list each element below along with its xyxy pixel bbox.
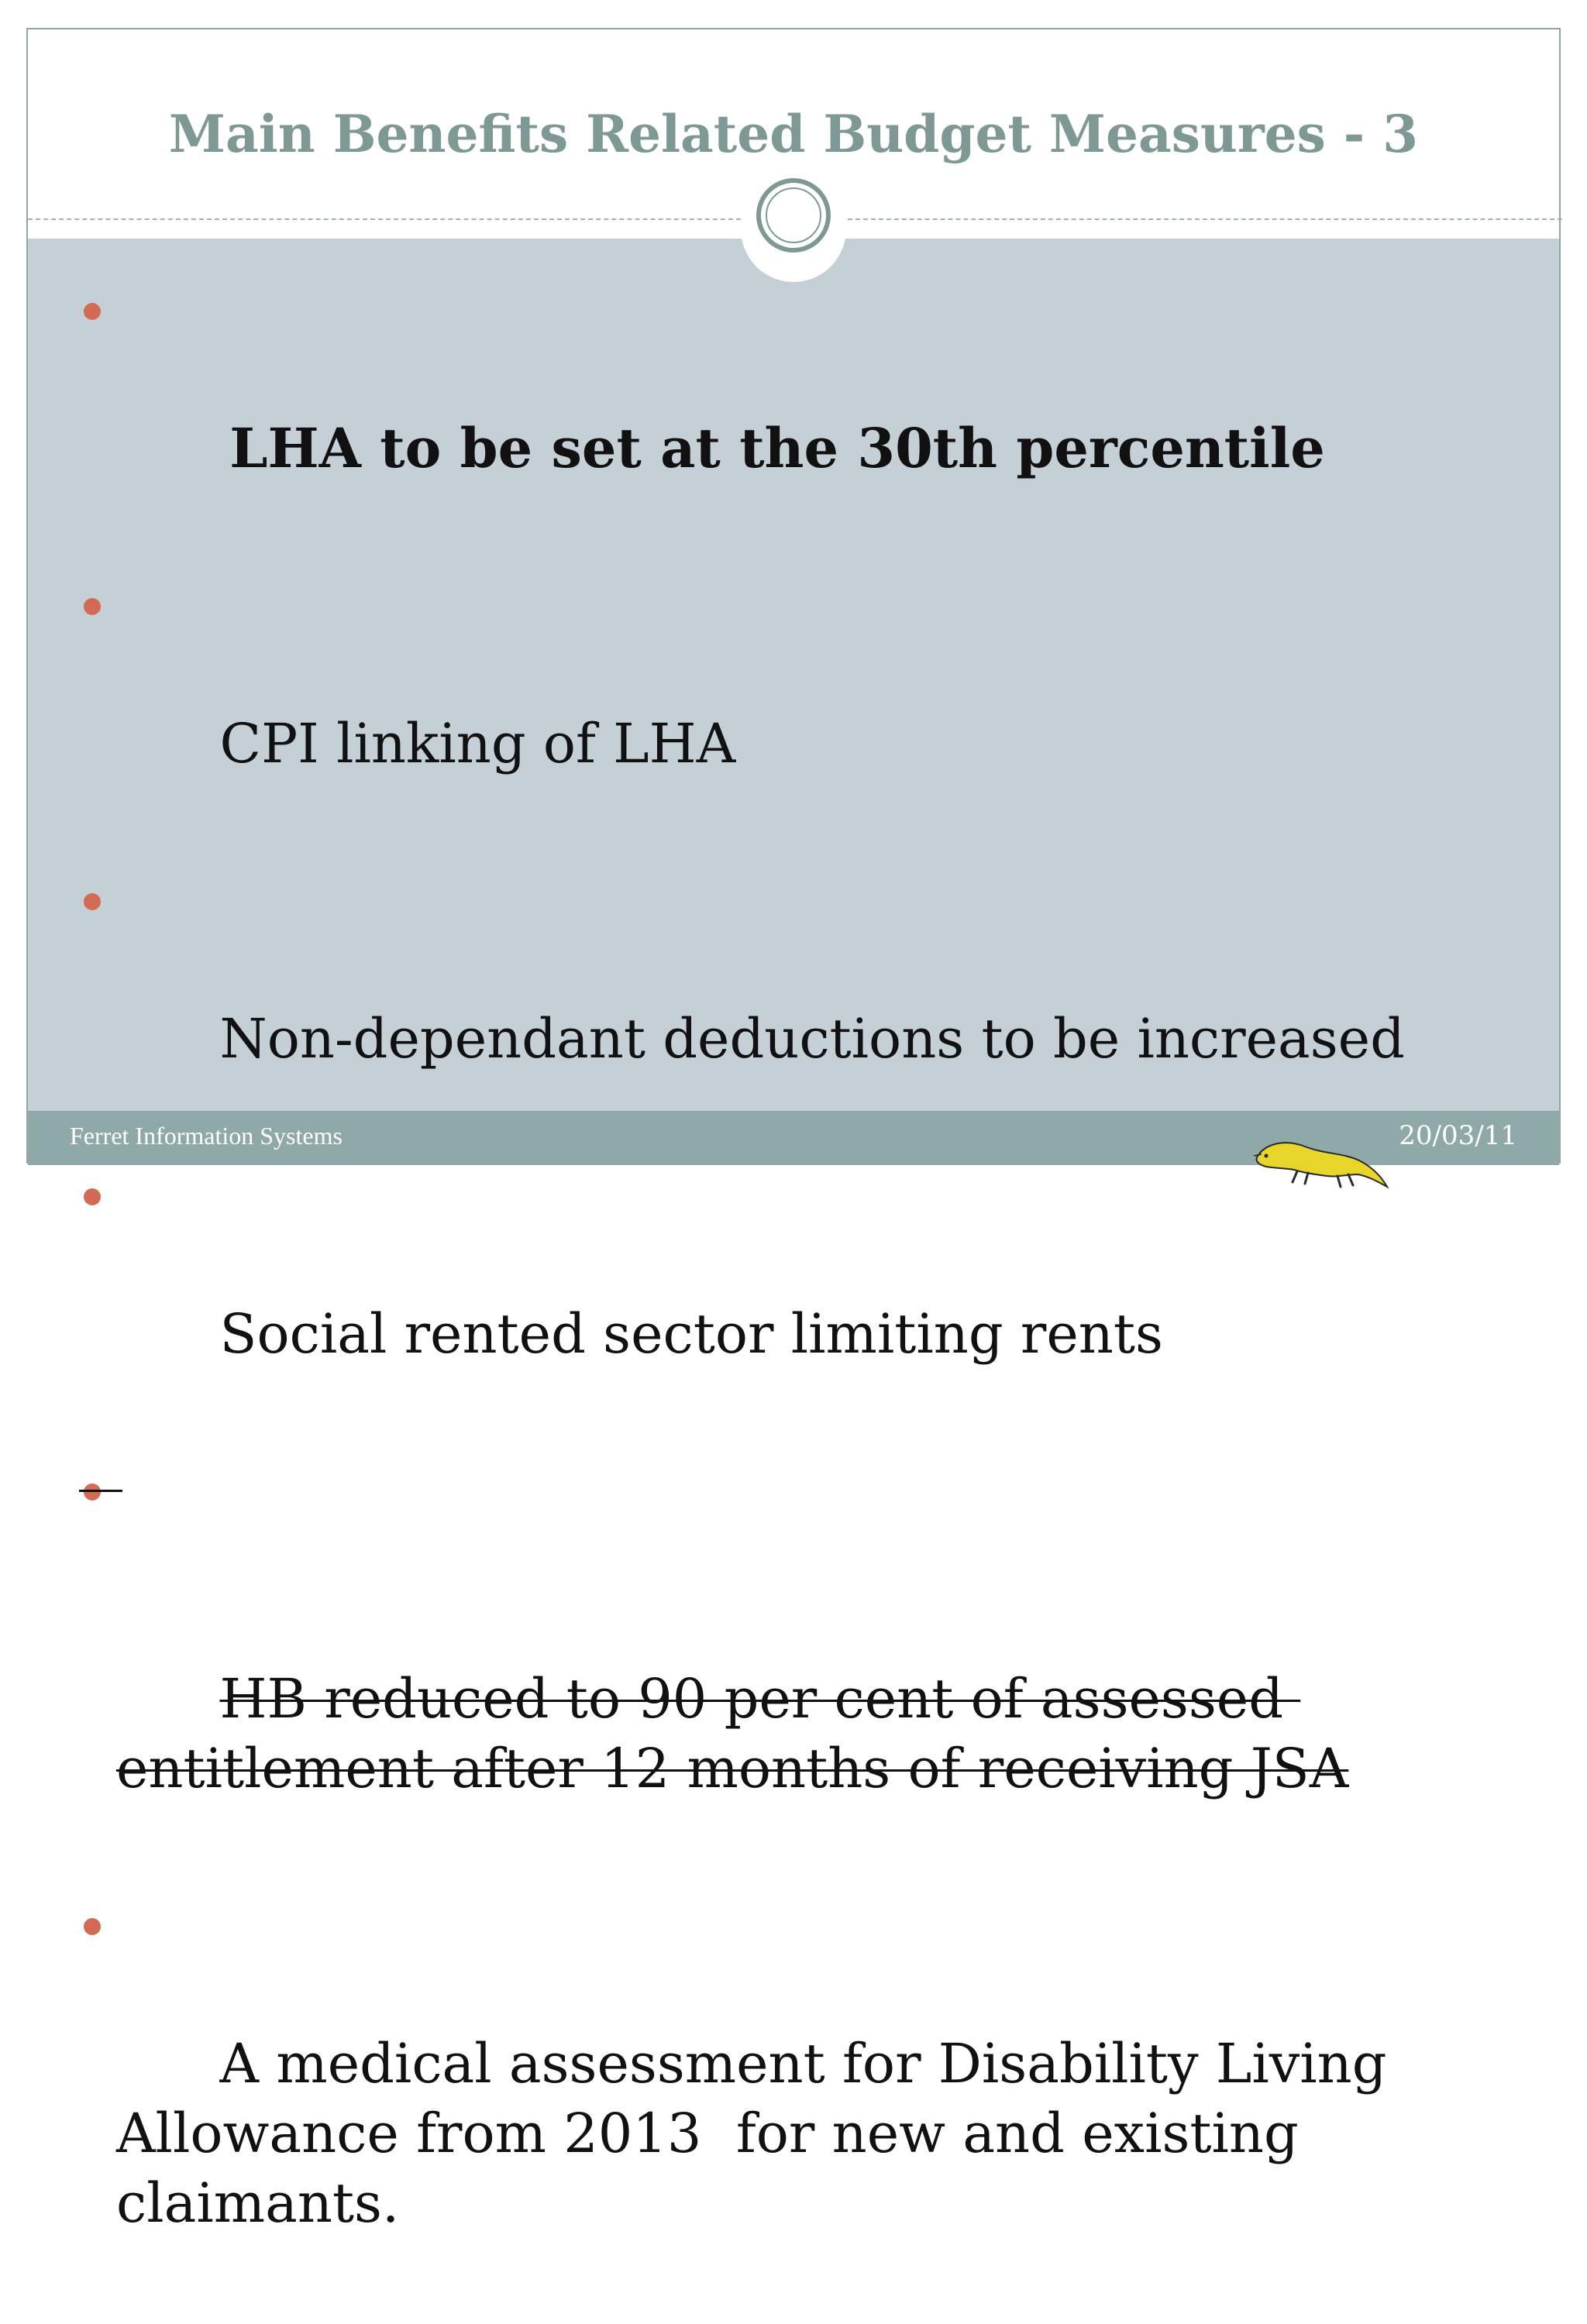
- bullet-text: Social rented sector limiting rents: [219, 1302, 1163, 1366]
- title-divider-left: [28, 218, 741, 220]
- bullet-dot-icon: [84, 1483, 101, 1501]
- bullet-text: A medical assessment for Disability Living Allowance from 2013 for new and existing claimants.: [116, 2032, 1404, 2235]
- bullet-text: CPI linking of LHA: [219, 712, 736, 775]
- bullet-item-lha-30th-percentile: [116, 274, 1558, 553]
- bullet-dot-icon: [84, 1918, 101, 1935]
- bullet-item-hb-reduced-struck: [116, 1455, 1558, 1873]
- bullet-text: Non-dependant deductions to be increased: [219, 1007, 1405, 1071]
- bullet-dot-icon: [84, 598, 101, 615]
- slide-title: Main Benefits Related Budget Measures - 3: [168, 104, 1419, 164]
- bullet-item-cpi-linking: [116, 569, 1558, 848]
- title-divider-right: [848, 218, 1562, 220]
- bullet-dot-icon: [84, 1188, 101, 1205]
- bullet-item-social-rented-sector: [116, 1160, 1558, 1439]
- bullet-dot-icon: [84, 893, 101, 910]
- bullet-text: LHA to be set at the 30th percentile: [229, 416, 1325, 480]
- divider-circle-icon: [756, 178, 831, 253]
- bullet-item-non-dependant-deductions: [116, 865, 1558, 1143]
- strikethrough-mark: [79, 1490, 122, 1492]
- slide: [26, 28, 1561, 2235]
- bullet-dot-icon: [84, 303, 101, 320]
- ferret-logo-icon: [1251, 1126, 1390, 1190]
- bullet-item-medical-assessment-dla: [116, 1889, 1558, 2308]
- bullet-list: [116, 274, 1558, 2324]
- footer-company: Ferret Information Systems: [70, 1122, 343, 1150]
- footer-date: 20/03/11: [1399, 1120, 1517, 1151]
- bullet-text: HB reduced to 90 per cent of assessed entitlement after 12 months of receiving JSA: [116, 1667, 1349, 1800]
